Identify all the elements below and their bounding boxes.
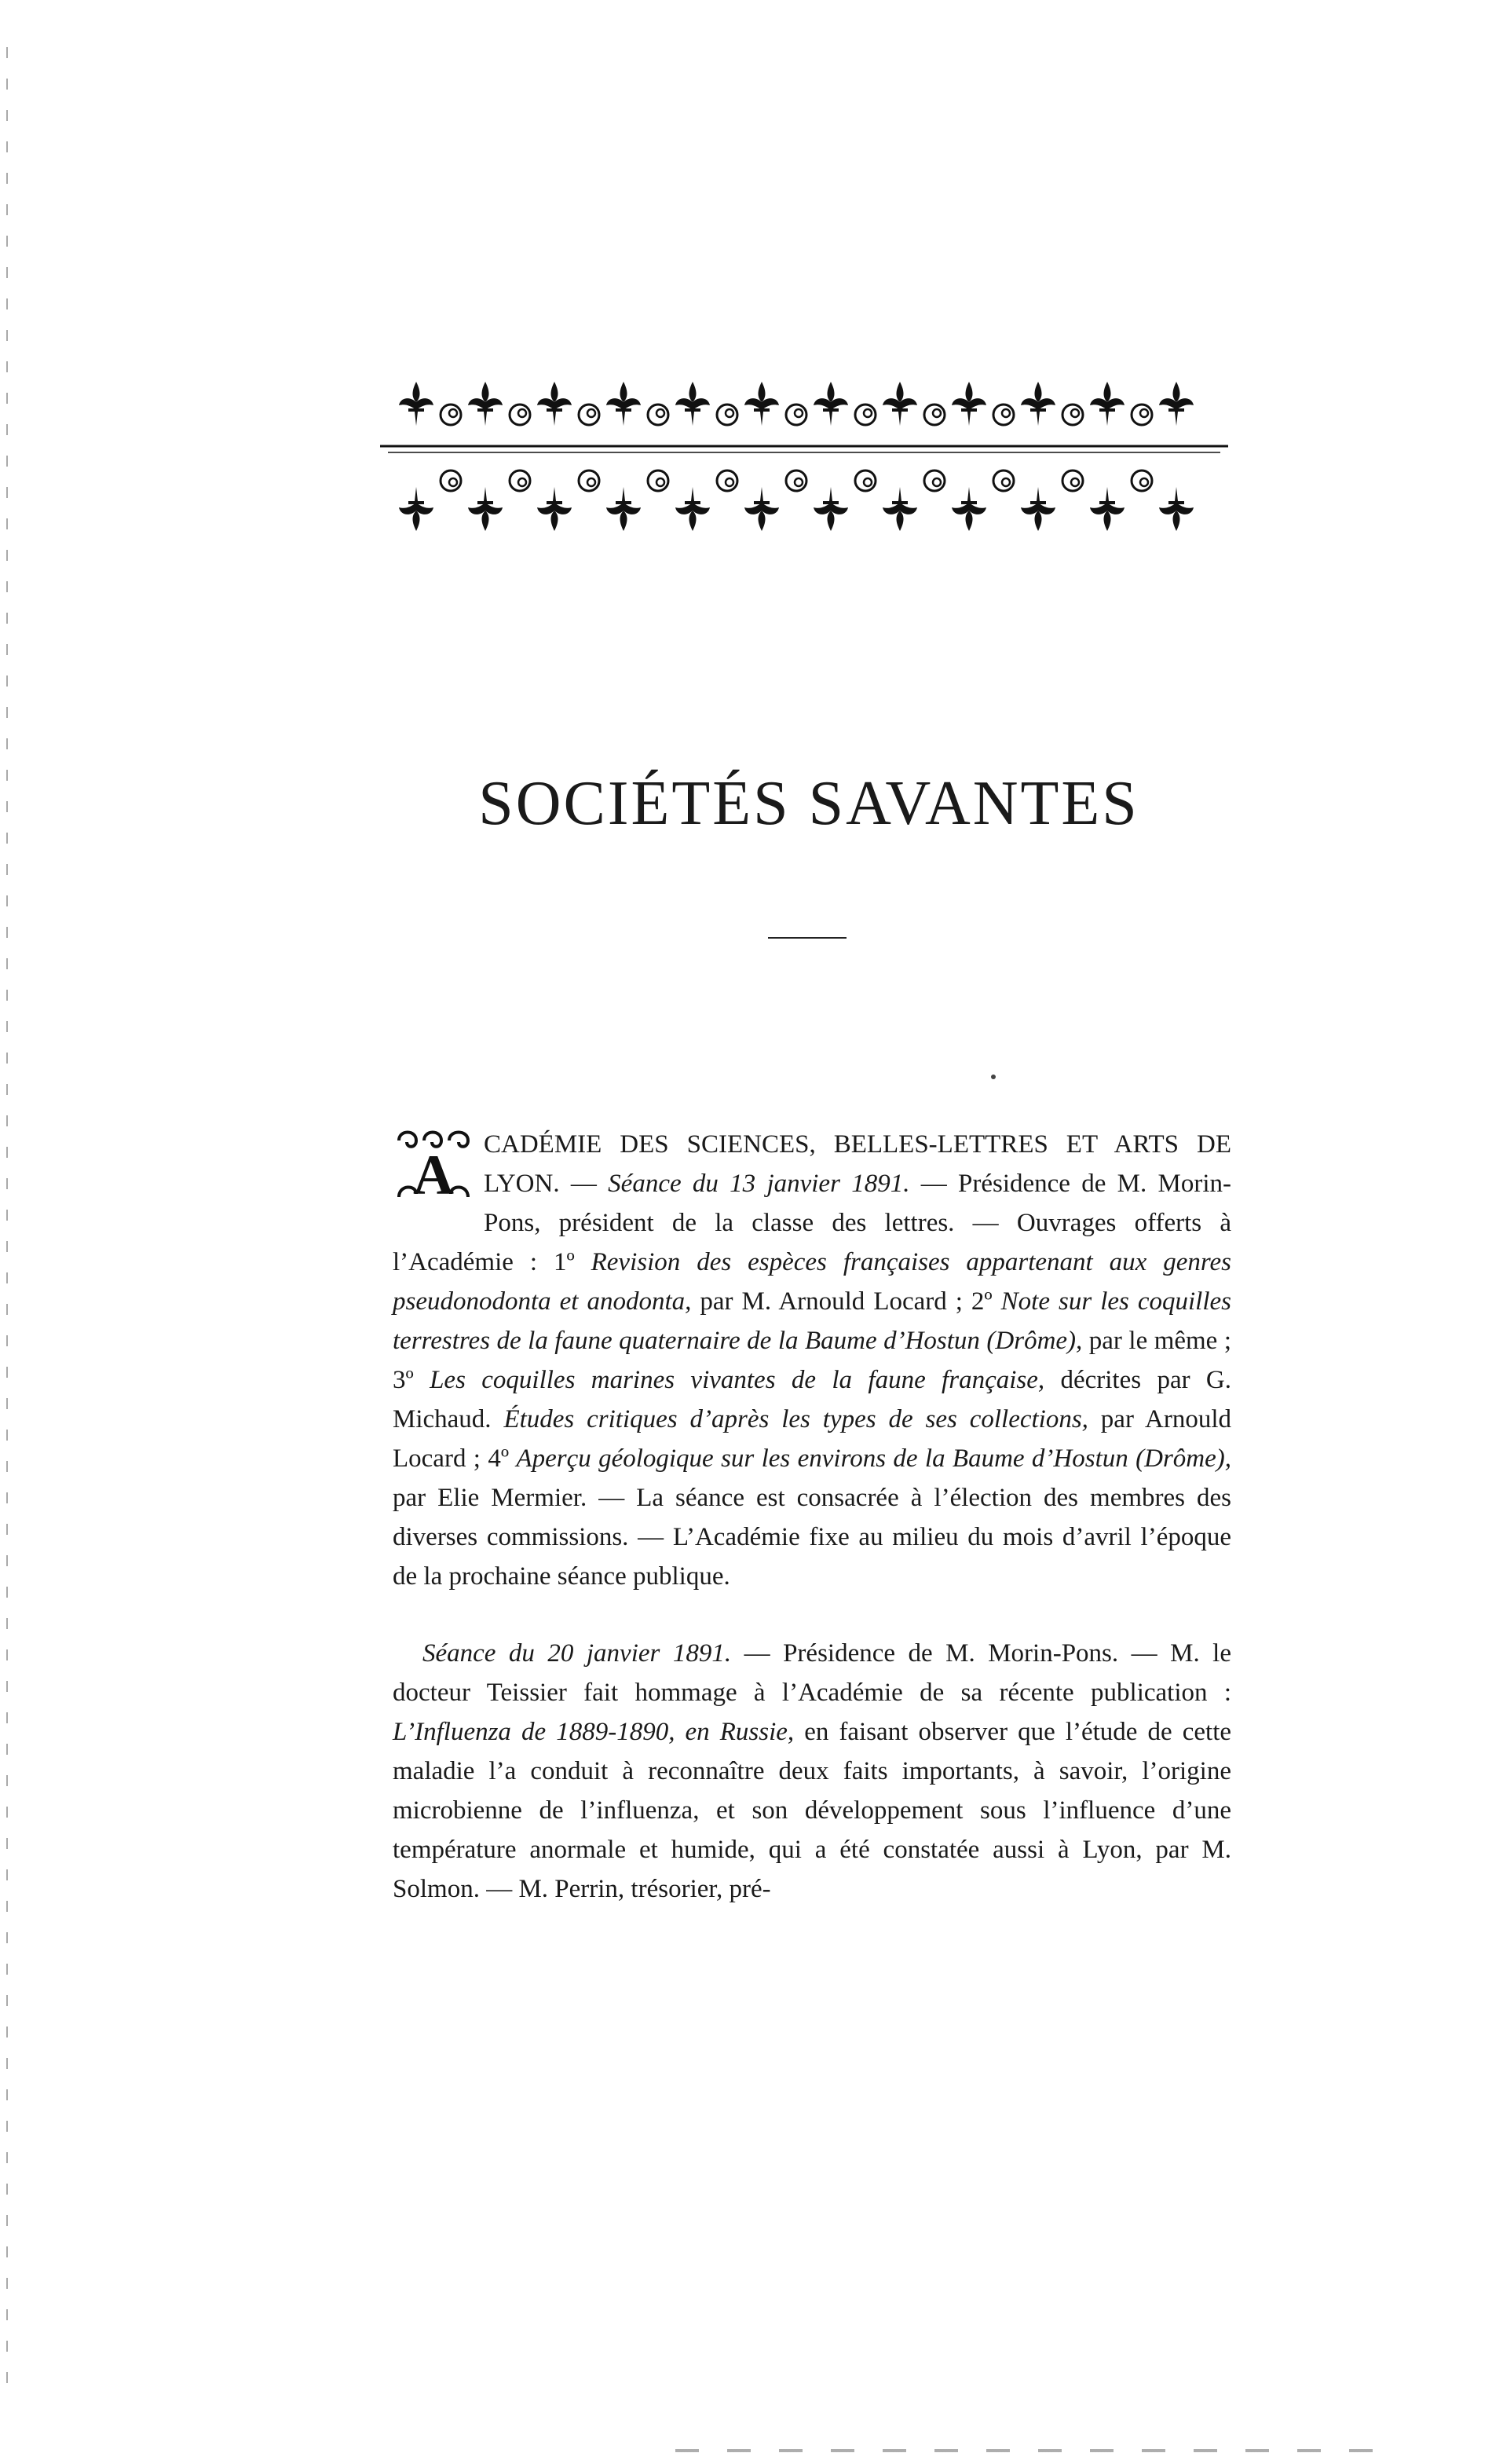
ornate-dropcap-icon: [393, 1126, 474, 1205]
work-title: Études critiques d’après les types de ses collections,: [503, 1405, 1088, 1433]
session-label: Séance du 20 janvier 1891.: [422, 1639, 732, 1668]
work-title: L’Influenza de 1889-1890, en Russie,: [393, 1718, 795, 1746]
body-text: — Présidence de M. Morin-Pons. — M. le docteur Teissier fait hommage à l’Académie de sa récente publication :: [393, 1639, 1231, 1707]
work-title: Aperçu géologique sur les environs de la Baume d’Hostun (Drôme),: [516, 1444, 1231, 1473]
work-title: Les coquilles marines vivantes de la faune française,: [430, 1366, 1045, 1394]
body-text: en faisant observer que l’étude de cette maladie l’a conduit à reconnaître deux faits importants, à savoir, l’origine microbienne de l’influenza, et son développement sous l’influence d’une température anormale et humide, qui a été constatée aussi à Lyon, par M. Solmon. — M. Perrin, trésorier, pré-: [393, 1718, 1232, 1903]
print-speck: [991, 1075, 996, 1079]
body-text: décrites par G. Michaud.: [393, 1366, 1232, 1433]
body-text: par Elie Mermier. — La séance est consacrée à l’élection des membres des diverses commissions. — L’Académie fixe au milieu du mois d’avril l’époque de la prochaine séance publique.: [393, 1484, 1231, 1591]
academy-name: CADÉMIE DES SCIENCES, BELLES-LETTRES ET ARTS DE LYON.: [484, 1130, 1231, 1198]
body-text: par Arnould Locard ; 4º: [393, 1405, 1231, 1473]
fleuron-border-icon: [380, 369, 1228, 542]
body-text: par le même ; 3º: [393, 1327, 1231, 1394]
paragraph: [393, 1634, 1231, 1909]
dropcap-letter: A: [413, 1144, 454, 1205]
scan-edge-marks: [675, 2449, 1398, 2452]
separator: —: [559, 1170, 609, 1198]
session-report-20-january: [393, 1634, 1231, 1909]
session-label: Séance du 13 janvier 1891.: [608, 1170, 910, 1198]
work-title: Revision des espèces françaises appartenant aux genres pseudonodonta et anodonta,: [393, 1248, 1231, 1316]
paragraph: [393, 1125, 1231, 1596]
body-text: par M. Arnould Locard ; 2º: [691, 1287, 1001, 1316]
body-text: — Présidence de M. Morin-Pons, président de la classe des lettres. — Ouvrages offerts à l’Académie : 1º: [393, 1170, 1232, 1276]
session-report-13-january: [393, 1125, 1231, 1596]
work-title: Note sur les coquilles terrestres de la faune quaternaire de la Baume d’Hostun (Drôme),: [393, 1287, 1231, 1355]
page-title: SOCIÉTÉS SAVANTES: [478, 769, 1139, 838]
title-divider: [768, 937, 847, 939]
page-edge-mark: [6, 47, 8, 2404]
